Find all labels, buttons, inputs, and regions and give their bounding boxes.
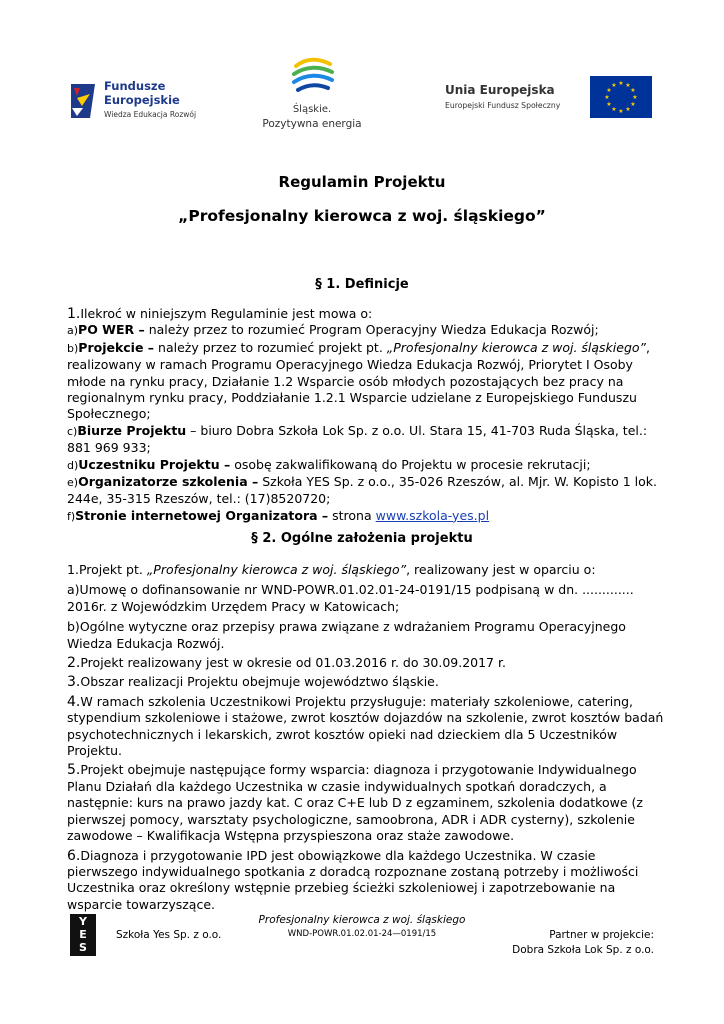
s1-b-title: „Profesjonalny kierowca z woj. śląskiego” [386,339,647,355]
s2-p4 [67,694,667,760]
s1-item-b [67,340,667,423]
section2-heading: § 2. Ogólne założenia projektu [251,531,473,546]
s1-d-text: osobę zakwalifikowaną do Projektu w procesie rekrutacji; [230,456,591,472]
s2-p5 [67,762,667,844]
svg-text:★: ★ [625,82,631,89]
document-subtitle: „Profesjonalny kierowca z woj. śląskiego” [178,207,546,225]
fundusze-europejskie-logo [68,76,208,130]
s1-c-letter: c) [67,424,78,438]
fe-line2: Europejskie [104,93,180,107]
svg-text:★: ★ [606,87,612,94]
s2-item-b [67,619,667,652]
section1-heading: § 1. Definicje [315,277,409,292]
footer-project-title: Profesjonalny kierowca z woj. śląskiego [258,914,466,926]
s1-c-text: – biuro Dobra Szkoła Lok Sp. z o.o. Ul. Stara 15, 41-703 Ruda Śląska, tel.: 881 969 933; [67,422,648,456]
s1-intro [67,306,667,322]
s1-a-term: PO WER – [78,322,145,338]
s1-intro-num: 1. [67,306,81,322]
s2-p2-num: 2. [67,655,81,672]
s2-p5-text: Projekt obejmuje następujące formy wsparcia: diagnoza i przygotowanie Indywidualnego Planu Działań dla każdego Uczestnika w czasie indywidualnych spotkań doradczych, a następnie: kurs na prawo jazdy kat. C oraz C+E lub D z egzaminem, szkolenia dodatkowe (z pierwszej pomocy, warsztaty psychologiczne, samoobrona, ADR i ADR cysterny), szkolenie zawodowe – Kwalifikacja Wstępna przyspieszona oraz staże zawodowe. [67,762,643,844]
svg-text:★: ★ [611,82,617,89]
s2-p1-num: 1. [67,562,79,577]
yes-letter-y: Y [79,915,87,928]
s2-p4-num: 4. [67,693,81,710]
eu-flag-icon [590,76,652,118]
s1-e-letter: e) [67,476,79,490]
svg-text:★: ★ [604,94,610,101]
yes-letter-s: S [79,941,87,954]
section2-body [67,562,667,913]
website-link[interactable]: www.szkola-yes.pl [375,507,490,523]
s2-p3-text: Obszar realizacji Projektu obejmuje województwo śląskie. [80,674,439,690]
s1-item-e [67,474,667,508]
s2-a-text: Umowę o dofinansowanie nr WND-POWR.01.02.01-24-0191/15 podpisaną w dn. ............. 2016r. z Wojewódzkim Urzędem Pracy w Katowicach; [67,582,634,614]
footer-project-code: WND-POWR.01.02.01-24—0191/15 [287,929,437,939]
s1-item-a [67,322,667,339]
fe-star-icon [68,78,98,122]
s1-item-d [67,457,667,474]
yes-letter-e: E [79,928,87,941]
s2-a-letter: a) [67,582,80,598]
s2-p2-text: Projekt realizowany jest w okresie od 01.03.2016 r. do 30.09.2017 r. [80,655,506,671]
fe-line3: Wiedza Edukacja Rozwój [104,110,197,119]
s1-item-c [67,423,667,457]
slaskie-line1: Śląskie. [292,104,332,115]
s2-p1-text1: Projekt pt. [78,562,147,577]
s2-p6-text: Diagnoza i przygotowanie IPD jest obowiązkowe dla każdego Uczestnika. W czasie pierwszego indywidualnego spotkania z doradcą rozpoznane zostaną potrzeby i możliwości Uczestnika oraz określony wstępnie przebieg ścieżki szkoleniowej i zapotrzebowanie na wsparcie towarzyszące. [67,847,639,912]
s2-p1 [67,562,667,578]
s2-item-a [67,582,667,615]
s1-e-term: Organizatorze szkolenia – [78,474,259,490]
svg-text:★: ★ [618,108,624,115]
document-title: Regulamin Projektu [278,173,446,191]
slaskie-waves-icon [288,56,338,100]
s2-p1-title: „Profesjonalny kierowca z woj. śląskiego” [146,562,407,577]
s1-f-text: strona [328,507,376,523]
s2-b-letter: b) [67,619,80,635]
s1-item-f [67,508,667,525]
s1-f-term: Stronie internetowej Organizatora – [75,507,329,523]
s2-b-text: Ogólne wytyczne oraz przepisy prawa związane z wdrażaniem Programu Operacyjnego Wiedza Edukacja Rozwój. [67,619,626,651]
s1-b-letter: b) [67,341,79,355]
svg-text:★: ★ [618,80,624,87]
s1-b-text1: należy przez to rozumieć projekt pt. [154,339,387,355]
s2-p6-num: 6. [67,847,81,864]
s1-b-text2: , realizowany w ramach Programu Operacyjnego Wiedza Edukacja Rozwój, Priorytet I Osoby młode na rynku pracy, Działanie 1.2 Wsparcie osób młodych pozostających bez pracy na regionalnym rynku pracy, Poddziałanie 1.2.1 Wsparcie udzielane z Europejskiego Funduszu Społecznego; [67,339,651,422]
svg-text:★: ★ [630,101,636,108]
s1-d-term: Uczestniku Projektu – [78,456,231,472]
slaskie-line2: Pozytywna energia [262,118,362,130]
footer-partner-name: Dobra Szkoła Lok Sp. z o.o. [512,944,654,956]
svg-text:★: ★ [611,106,617,113]
s2-p3 [67,674,667,690]
s1-f-letter: f) [67,509,76,523]
unia-europejska-logo [445,76,655,120]
svg-text:★: ★ [606,101,612,108]
s2-p3-num: 3. [67,674,81,691]
section1-body [67,306,667,525]
s1-e-text: Szkoła YES Sp. z o.o., 35-026 Rzeszów, al. Mjr. W. Kopisto 1 lok. 244e, 35-315 Rzeszów, tel.: (17)8520720; [67,474,658,507]
svg-text:★: ★ [625,106,631,113]
footer-partner-label: Partner w projekcie: [549,929,654,941]
s2-p6 [67,848,667,914]
s2-p2 [67,655,667,671]
s1-c-term: Biurze Projektu [77,422,187,438]
s2-p1-text2: , realizowany jest w oparciu o: [406,562,596,577]
s1-a-text: należy przez to rozumieć Program Operacyjny Wiedza Edukacja Rozwój; [144,322,599,338]
slaskie-logo [262,56,362,140]
footer-left: Szkoła Yes Sp. z o.o. [116,929,222,941]
s1-d-letter: d) [67,458,79,472]
ue-line2: Europejski Fundusz Społeczny [445,101,561,110]
s1-b-term: Projekcie – [78,339,155,355]
svg-text:★: ★ [630,87,636,94]
s2-p4-text: W ramach szkolenia Uczestnikowi Projektu przysługuje: materiały szkoleniowe, catering, stypendium szkoleniowe i stażowe, zwrot kosztów dojazdów na szkolenie, zwrot kosztów badań psychotechnicznych i lekarskich, zwrot kosztów opieki nad dzieckiem dla 5 Uczestników Projektu. [67,693,664,759]
s1-a-letter: a) [67,324,79,338]
ue-line1: Unia Europejska [445,83,555,97]
s1-intro-text: Ilekroć w niniejszym Regulaminie jest mowa o: [80,306,373,321]
s2-p5-num: 5. [67,762,81,779]
svg-text:★: ★ [632,94,638,101]
fe-line1: Fundusze [104,79,166,93]
